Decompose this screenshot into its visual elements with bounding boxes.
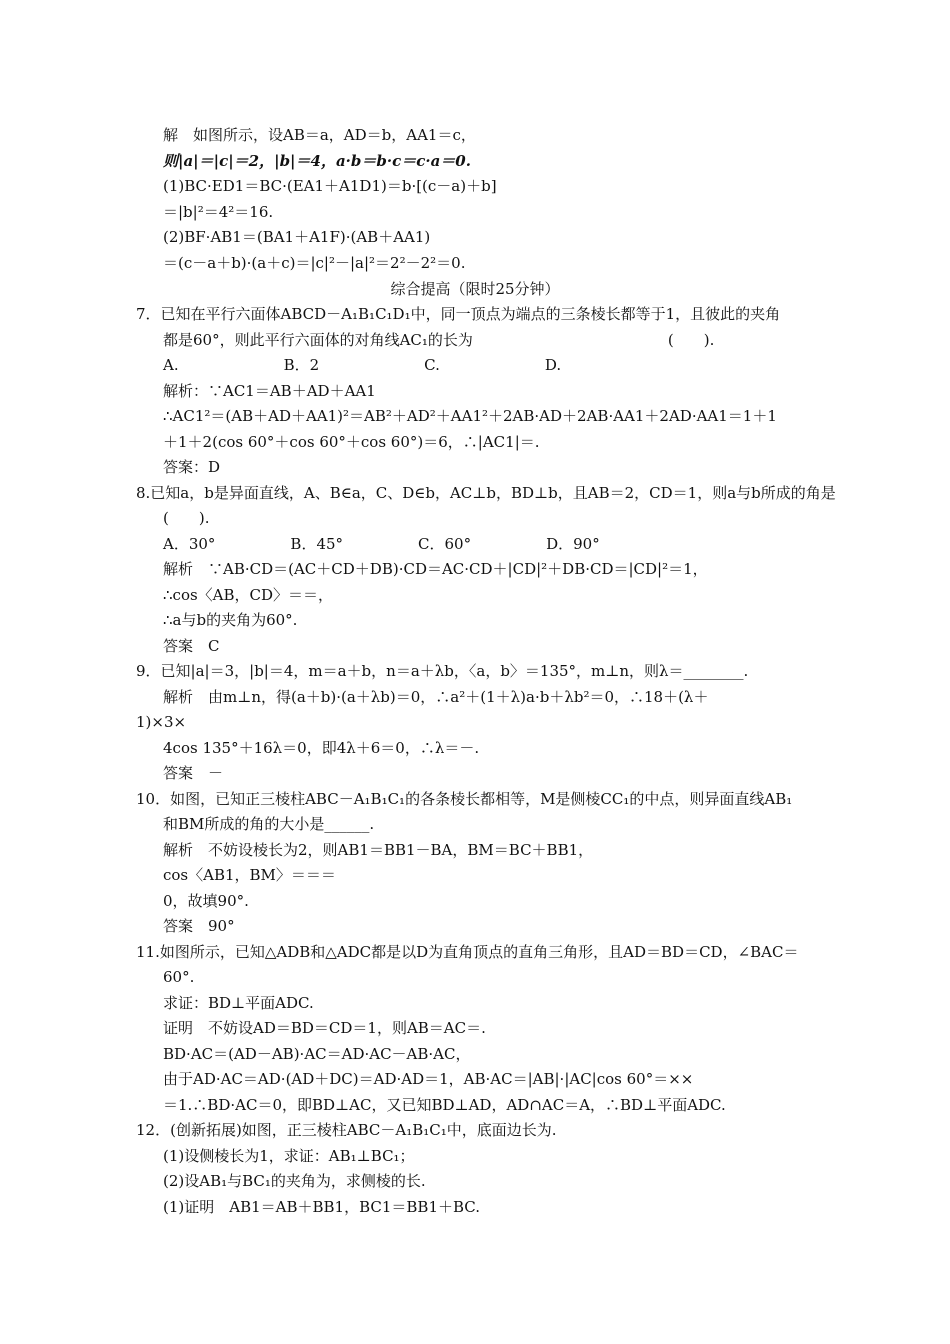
text-line: ＋1＋2(cos 60°＋cos 60°＋cos 60°)＝6，∴|AC1|＝. xyxy=(163,433,540,451)
text-line: ∴cos〈AB，CD〉＝＝， xyxy=(163,586,334,604)
text-line: 1)×3× xyxy=(136,713,187,731)
text-line: 和BM所成的角的大小是______. xyxy=(163,815,375,833)
text-line: 60°. xyxy=(163,968,195,986)
text-line: 解析 由m⊥n，得(a＋b)·(a＋λb)＝0，∴a²＋(1＋λ)a·b＋λb²＝0，∴18＋(λ＋ xyxy=(163,688,709,706)
text-line: A．30° B．45° C．60° D．90° xyxy=(163,535,600,553)
text-line: 解析 不妨设棱长为2，则AB1＝BB1－BA，BM＝BC＋BB1， xyxy=(163,841,594,859)
text-line: 4cos 135°＋16λ＝0，即4λ＋6＝0，∴λ＝－. xyxy=(163,739,480,757)
text-line: 解 如图所示，设AB＝a，AD＝b，AA1＝c， xyxy=(163,126,476,144)
text-line: ( ). xyxy=(163,509,210,527)
text-line: 11.如图所示，已知△ADB和△ADC都是以D为直角顶点的直角三角形，且AD＝BD＝CD，∠BAC＝ xyxy=(136,943,799,961)
text-line: 9．已知|a|＝3，|b|＝4，m＝a＋b，n＝a＋λb，〈a，b〉＝135°，m⊥n，则λ＝________. xyxy=(136,662,749,680)
text-line: 求证：BD⊥平面ADC. xyxy=(163,994,314,1012)
text-line: 答案 90° xyxy=(163,917,235,935)
text-line: (2)设AB₁与BC₁的夹角为，求侧棱的长. xyxy=(163,1172,426,1190)
text-line: 12．(创新拓展)如图，正三棱柱ABC－A₁B₁C₁中，底面边长为. xyxy=(136,1121,557,1139)
text-line: 8.已知a，b是异面直线，A、B∈a，C、D∈b，AC⊥b，BD⊥b，且AB＝2，CD＝1，则a与b所成的角是 xyxy=(136,484,836,502)
text-line: 答案：D xyxy=(163,458,221,476)
text-line: 0，故填90°. xyxy=(163,892,249,910)
text-line: ∴a与b的夹角为60°. xyxy=(163,611,298,629)
text-line: 7．已知在平行六面体ABCD－A₁B₁C₁D₁中，同一顶点为端点的三条棱长都等于1，且彼此的夹角 xyxy=(136,305,781,323)
section-heading: 综合提高（限时25分钟） xyxy=(390,280,560,298)
text-line: cos〈AB1，BM〉＝＝＝ xyxy=(163,866,336,884)
text-line: (1)证明 AB1＝AB＋BB1，BC1＝BB1＋BC. xyxy=(163,1198,481,1216)
text-line: 都是60°，则此平行六面体的对角线AC₁的长为 ( ). xyxy=(163,331,715,349)
text-line: (1)BC·ED1＝BC·(EA1＋A1D1)＝b·[(c－a)＋b] xyxy=(163,177,497,195)
text-line: (1)设侧棱长为1，求证：AB₁⊥BC₁； xyxy=(163,1147,415,1165)
text-line: ＝1.∴BD·AC＝0，即BD⊥AC，又已知BD⊥AD，AD∩AC＝A，∴BD⊥平面ADC. xyxy=(163,1096,726,1114)
text-line: 10．如图，已知正三棱柱ABC－A₁B₁C₁的各条棱长都相等，M是侧棱CC₁的中点，则异面直线AB₁ xyxy=(136,790,793,808)
text-line: ∴AC1²＝(AB＋AD＋AA1)²＝AB²＋AD²＋AA1²＋2AB·AD＋2AB·AA1＋2AD·AA1＝1＋1 xyxy=(163,407,777,425)
text-line: 则|a|＝|c|＝2，|b|＝4，a·b＝b·c＝c·a＝0. xyxy=(163,152,471,170)
text-line: 解析：∵AC1＝AB＋AD＋AA1 xyxy=(163,382,376,400)
text-line: 证明 不妨设AD＝BD＝CD＝1，则AB＝AC＝. xyxy=(163,1019,486,1037)
text-line: 解析 ∵AB·CD＝(AC＋CD＋DB)·CD＝AC·CD＋|CD|²＋DB·CD＝|CD|²＝1， xyxy=(163,560,708,578)
text-line: ＝|b|²＝4²＝16. xyxy=(163,203,274,221)
text-line: 答案 C xyxy=(163,637,220,655)
text-line: (2)BF·AB1＝(BA1＋A1F)·(AB＋AA1) xyxy=(163,228,431,246)
text-line: BD·AC＝(AD－AB)·AC＝AD·AC－AB·AC， xyxy=(163,1045,471,1063)
text-line: 答案 － xyxy=(163,764,224,782)
text-line: ＝(c－a＋b)·(a＋c)＝|c|²－|a|²＝2²－2²＝0. xyxy=(163,254,466,272)
text-line: 由于AD·AC＝AD·(AD＋DC)＝AD·AD＝1，AB·AC＝|AB|·|AC|cos 60°＝×× xyxy=(163,1070,694,1088)
text-line: A. B．2 C. D. xyxy=(163,356,562,374)
